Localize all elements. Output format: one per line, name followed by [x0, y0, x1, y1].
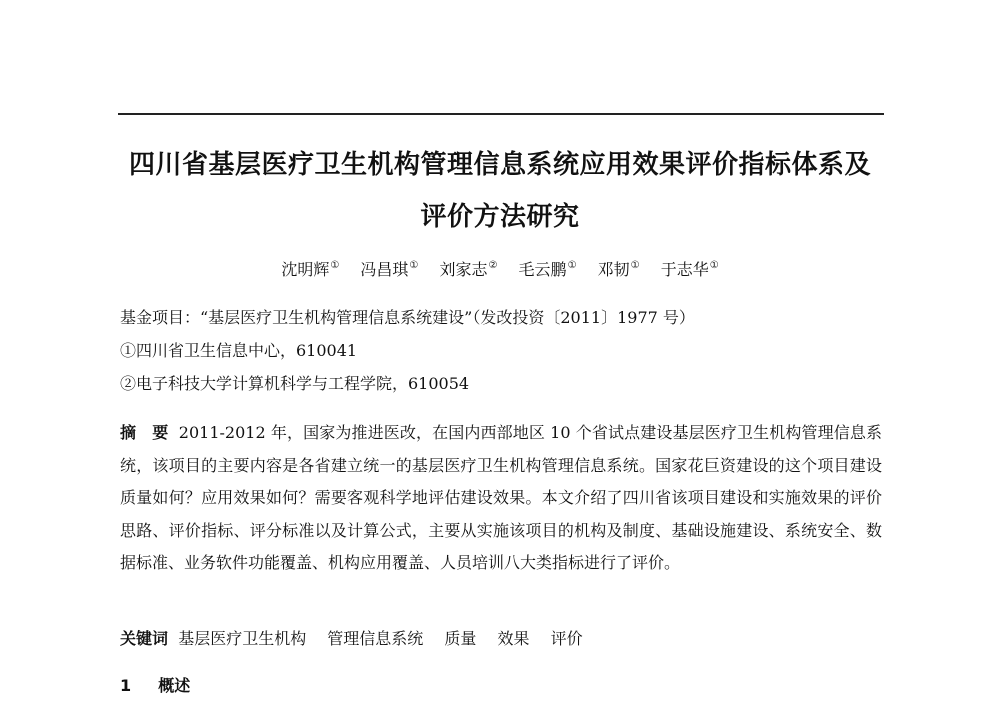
author: 于志华① [660, 260, 719, 279]
author: 冯昌琪① [360, 260, 419, 279]
section-title: 概述 [158, 676, 191, 695]
keyword: 质量 [444, 629, 477, 648]
author: 沈明辉① [281, 260, 340, 279]
abstract [120, 417, 882, 580]
section-heading [120, 678, 190, 694]
keywords [120, 631, 599, 647]
abstract-label: 摘 要 [120, 423, 169, 442]
keyword: 效果 [497, 629, 530, 648]
author: 邓韧① [597, 260, 640, 279]
section-number: 1 [120, 676, 132, 695]
keyword: 管理信息系统 [327, 629, 424, 648]
keywords-label: 关键词 [120, 629, 169, 648]
fund-info: 基金项目：“基层医疗卫生机构管理信息系统建设”（发改投资〔2011〕1977 号） [120, 308, 695, 327]
affiliation: ②电子科技大学计算机科学与工程学院，610054 [120, 374, 470, 393]
keyword: 基层医疗卫生机构 [178, 629, 307, 648]
paper-title-line1: 四川省基层医疗卫生机构管理信息系统应用效果评价指标体系及 [128, 150, 871, 180]
affiliation: ①四川省卫生信息中心，610041 [120, 341, 358, 360]
author: 刘家志② [439, 260, 498, 279]
author-list [0, 261, 1000, 278]
abstract-text: 2011-2012 年，国家为推进医改，在国内西部地区 10 个省试点建设基层医疗卫生机构管理信息系统，该项目的主要内容是各省建立统一的基层医疗卫生机构管理信息系统。国家花巨资建设的这个项目建设质量如何？应用效果如何？需要客观科学地评估建设效果。本文介绍了四川省该项目建设和实施效果的评价思路、评价指标、评分标准以及计算公式，主要从实施该项目的机构及制度、基础设施建设、系统安全、数据标准、业务软件功能覆盖、机构应用覆盖、人员培训八大类指标进行了评价。 [120, 423, 882, 573]
keyword: 评价 [550, 629, 583, 648]
author: 毛云鹏① [518, 260, 577, 279]
header-rule [118, 113, 884, 115]
paper-title-line2: 评价方法研究 [420, 202, 580, 232]
